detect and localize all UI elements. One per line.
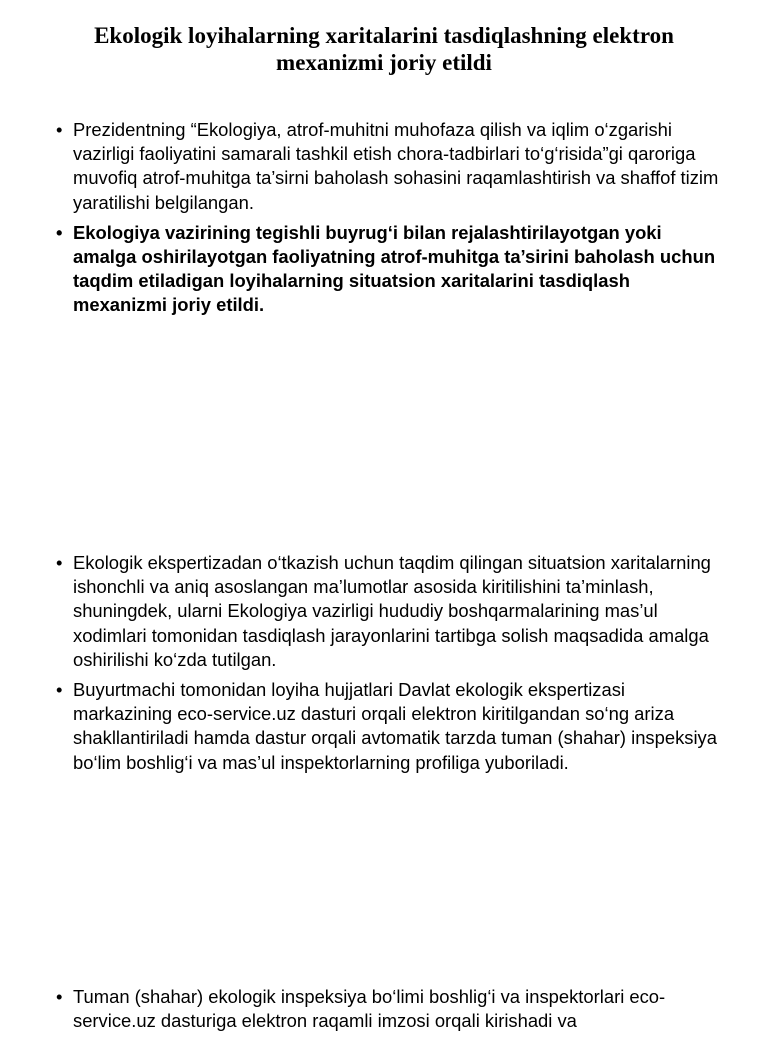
bullet-marker: • [56, 679, 63, 701]
bullet-text: Buyurtmachi tomonidan loyiha hujjatlari Davlat ekologik ekspertizasi markazining eco-service.uz dasturi orqali elektron kiritilgandan so‘ng ariza shakllantiriladi hamda dastur orqali avtomatik tarzda tuman (shahar) inspeksiya bo‘lim boshlig‘i va mas’ul inspektorlarning profiliga yuboriladi. [73, 679, 717, 773]
bullet-item [56, 985, 726, 1033]
bullet-list-section-1 [56, 118, 726, 324]
bullet-text: Ekologik ekspertizadan o‘tkazish uchun taqdim qilingan situatsion xaritalarning ishonchli va aniq asoslangan ma’lumotlar asosida kiritilishini ta’minlash, shuningdek, ularni Ekologiya vazirligi hududiy boshqarmalarining mas’ul xodimlari tomonidan tasdiqlash jarayonlarini tartibga solish maqsadida amalga oshirilishi ko‘zda tutilgan. [73, 552, 711, 670]
bullet-text: Ekologiya vazirining tegishli buyrug‘i bilan rejalashtirilayotgan yoki amalga oshirilayotgan faoliyatning atrof-muhitga ta’sirini baholash uchun taqdim etiladigan loyihalarning situatsion xaritalarini tasdiqlash mexanizmi joriy etildi. [73, 221, 716, 316]
document-title: Ekologik loyihalarning xaritalarini tasdiqlashning elektron mexanizmi joriy etildi [94, 23, 674, 75]
bullet-marker: • [56, 552, 63, 573]
bullet-marker: • [56, 221, 63, 243]
bullet-text: Prezidentning “Ekologiya, atrof-muhitni muhofaza qilish va iqlim o‘zgarishi vazirligi faoliyatini samarali tashkil etish chora-tadbirlari to‘g‘risida”gi qaroriga muvofiq atrof-muhitga ta’sirni baholash sohasini raqamlashtirish va shaffof tizim yaratilishi belgilangan. [73, 119, 719, 213]
bullet-list-section-3 [56, 985, 726, 1039]
bullet-list-section-2 [56, 551, 726, 781]
bullet-item-bold [56, 221, 726, 318]
bullet-item [56, 551, 726, 672]
bullet-text: Tuman (shahar) ekologik inspeksiya bo‘limi boshlig‘i va inspektorlari eco-service.uz dasturiga elektron raqamli imzosi orqali kirishadi va [73, 986, 666, 1032]
bullet-marker: • [56, 986, 63, 1007]
bullet-item [56, 678, 726, 775]
bullet-item [56, 118, 726, 215]
bullet-marker: • [56, 119, 63, 140]
